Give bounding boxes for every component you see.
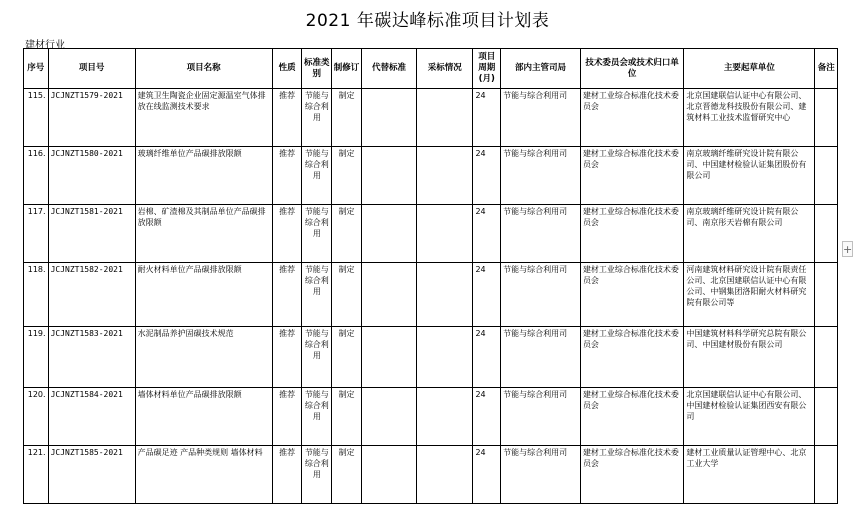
- cell-committee: 建材工业综合标准化技术委员会: [580, 147, 683, 205]
- col-header-code: 项目号: [48, 49, 135, 89]
- cell-committee: 建材工业综合标准化技术委员会: [580, 327, 683, 388]
- cell-replaced: [361, 327, 416, 388]
- cell-remark: [815, 388, 838, 446]
- cell-cycle: 24: [473, 263, 501, 327]
- cell-cycle: 24: [473, 205, 501, 263]
- cell-dept: 节能与综合利用司: [501, 446, 581, 504]
- table-row: [24, 205, 838, 263]
- cell-adoption: [417, 89, 473, 147]
- cell-adoption: [417, 388, 473, 446]
- cell-revision: 制定: [332, 89, 362, 147]
- col-header-dept: 部内主管司局: [501, 49, 581, 89]
- cell-revision: 制定: [332, 147, 362, 205]
- cell-std-type: 节能与综合利用: [302, 147, 332, 205]
- cell-code: JCJNZT1582-2021: [48, 263, 135, 327]
- cell-no: 116.: [24, 147, 49, 205]
- cell-drafter: 北京国建联信认证中心有限公司、北京晋德龙科技股份有限公司、建筑材料工业技术监督研究中心: [684, 89, 815, 147]
- cell-replaced: [361, 147, 416, 205]
- col-header-committee: 技术委员会或技术归口单位: [580, 49, 683, 89]
- cell-remark: [815, 147, 838, 205]
- cell-nature: 推荐: [272, 205, 302, 263]
- cell-std-type: 节能与综合利用: [302, 327, 332, 388]
- cell-nature: 推荐: [272, 147, 302, 205]
- cell-revision: 制定: [332, 205, 362, 263]
- cell-name: 玻璃纤维单位产品碳排放限额: [135, 147, 272, 205]
- cell-code: JCJNZT1583-2021: [48, 327, 135, 388]
- table-row: [24, 263, 838, 327]
- cell-code: JCJNZT1585-2021: [48, 446, 135, 504]
- cell-std-type: 节能与综合利用: [302, 205, 332, 263]
- cell-code: JCJNZT1581-2021: [48, 205, 135, 263]
- cell-name: 墙体材料单位产品碳排放限额: [135, 388, 272, 446]
- col-header-no: 序号: [24, 49, 49, 89]
- cell-adoption: [417, 205, 473, 263]
- col-header-replaced: 代替标准: [361, 49, 416, 89]
- col-header-adoption: 采标情况: [417, 49, 473, 89]
- cell-drafter: 中国建筑材料科学研究总院有限公司、中国建材股份有限公司: [684, 327, 815, 388]
- industry-label: 建材行业: [25, 40, 65, 51]
- cell-name: 耐火材料单位产品碳排放限额: [135, 263, 272, 327]
- col-header-remark: 备注: [815, 49, 838, 89]
- cell-adoption: [417, 147, 473, 205]
- cell-revision: 制定: [332, 446, 362, 504]
- cell-revision: 制定: [332, 263, 362, 327]
- cell-std-type: 节能与综合利用: [302, 388, 332, 446]
- cell-nature: 推荐: [272, 263, 302, 327]
- cell-revision: 制定: [332, 327, 362, 388]
- cell-dept: 节能与综合利用司: [501, 263, 581, 327]
- cell-nature: 推荐: [272, 89, 302, 147]
- cell-replaced: [361, 89, 416, 147]
- cell-remark: [815, 263, 838, 327]
- table-row: [24, 446, 838, 504]
- cell-drafter: 南京玻璃纤维研究设计院有限公司、南京彤天岩棉有限公司: [684, 205, 815, 263]
- cell-committee: 建材工业综合标准化技术委员会: [580, 89, 683, 147]
- cell-std-type: 节能与综合利用: [302, 263, 332, 327]
- cell-adoption: [417, 327, 473, 388]
- cell-replaced: [361, 205, 416, 263]
- cell-code: JCJNZT1584-2021: [48, 388, 135, 446]
- table-header-row: [24, 49, 838, 89]
- col-header-nature: 性质: [272, 49, 302, 89]
- cell-replaced: [361, 388, 416, 446]
- col-header-std-type: 标准类别: [302, 49, 332, 89]
- cell-remark: [815, 327, 838, 388]
- cell-drafter: 河南建筑材料研究设计院有限责任公司、北京国建联信认证中心有限公司、中钢集团洛阳耐火材料研究院有限公司等: [684, 263, 815, 327]
- cell-cycle: 24: [473, 446, 501, 504]
- cell-code: JCJNZT1579-2021: [48, 89, 135, 147]
- cell-drafter: 南京玻璃纤维研究设计院有限公司、中国建材检验认证集团股份有限公司: [684, 147, 815, 205]
- cell-dept: 节能与综合利用司: [501, 147, 581, 205]
- col-header-drafter: 主要起草单位: [684, 49, 815, 89]
- cell-adoption: [417, 446, 473, 504]
- cell-no: 119.: [24, 327, 49, 388]
- cell-dept: 节能与综合利用司: [501, 388, 581, 446]
- cell-name: 水泥制品养护固碳技术规范: [135, 327, 272, 388]
- cell-no: 115.: [24, 89, 49, 147]
- cell-cycle: 24: [473, 89, 501, 147]
- cell-name: 岩棉、矿渣棉及其制品单位产品碳排放限额: [135, 205, 272, 263]
- table-row: [24, 327, 838, 388]
- cell-replaced: [361, 446, 416, 504]
- cell-code: JCJNZT1580-2021: [48, 147, 135, 205]
- cell-replaced: [361, 263, 416, 327]
- cell-cycle: 24: [473, 147, 501, 205]
- cell-committee: 建材工业综合标准化技术委员会: [580, 388, 683, 446]
- project-plan-table: [23, 48, 838, 504]
- cell-committee: 建材工业综合标准化技术委员会: [580, 263, 683, 327]
- cell-cycle: 24: [473, 388, 501, 446]
- cell-cycle: 24: [473, 327, 501, 388]
- cell-no: 120.: [24, 388, 49, 446]
- col-header-revision: 制修订: [332, 49, 362, 89]
- cell-drafter: 建材工业质量认证管理中心、北京工业大学: [684, 446, 815, 504]
- cell-committee: 建材工业综合标准化技术委员会: [580, 446, 683, 504]
- cell-remark: [815, 446, 838, 504]
- table-row: [24, 89, 838, 147]
- expand-plus-icon[interactable]: +: [843, 243, 853, 256]
- cell-dept: 节能与综合利用司: [501, 89, 581, 147]
- cell-drafter: 北京国建联信认证中心有限公司、中国建材检验认证集团西安有限公司: [684, 388, 815, 446]
- table-row: [24, 147, 838, 205]
- cell-dept: 节能与综合利用司: [501, 327, 581, 388]
- cell-dept: 节能与综合利用司: [501, 205, 581, 263]
- col-header-cycle: 项目周期(月): [473, 49, 501, 89]
- cell-no: 118.: [24, 263, 49, 327]
- cell-std-type: 节能与综合利用: [302, 446, 332, 504]
- table-row: [24, 388, 838, 446]
- cell-remark: [815, 205, 838, 263]
- document-title: 2021 年碳达峰标准项目计划表: [305, 11, 550, 31]
- cell-no: 117.: [24, 205, 49, 263]
- col-header-name: 项目名称: [135, 49, 272, 89]
- cell-name: 建筑卫生陶瓷企业固定源温室气体排放在线监测技术要求: [135, 89, 272, 147]
- cell-nature: 推荐: [272, 446, 302, 504]
- cell-adoption: [417, 263, 473, 327]
- cell-no: 121.: [24, 446, 49, 504]
- cell-nature: 推荐: [272, 327, 302, 388]
- cell-nature: 推荐: [272, 388, 302, 446]
- cell-committee: 建材工业综合标准化技术委员会: [580, 205, 683, 263]
- cell-std-type: 节能与综合利用: [302, 89, 332, 147]
- cell-remark: [815, 89, 838, 147]
- cell-revision: 制定: [332, 388, 362, 446]
- cell-name: 产品碳足迹 产品种类规则 墙体材料: [135, 446, 272, 504]
